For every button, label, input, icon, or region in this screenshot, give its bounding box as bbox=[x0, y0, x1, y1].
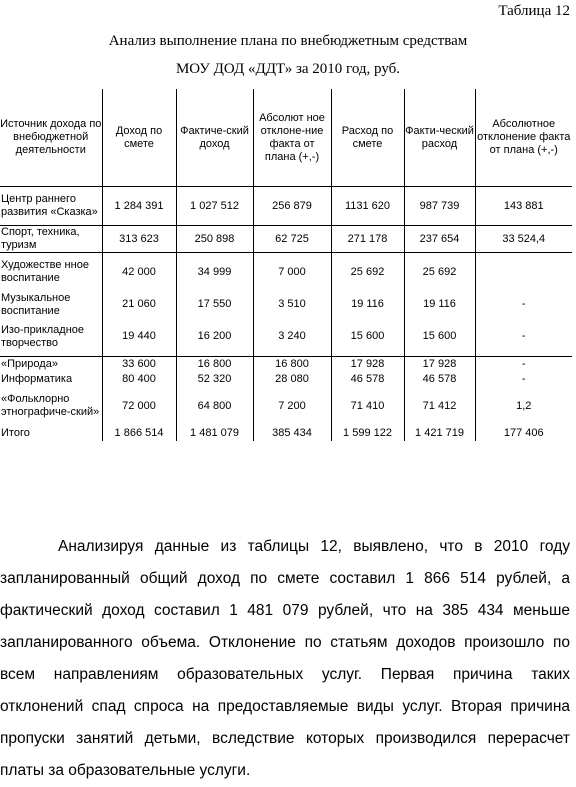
cell-dev-expense: 177 406 bbox=[475, 426, 572, 441]
cell-dev-expense: - bbox=[475, 292, 572, 318]
cell-plan-expense: 1131 620 bbox=[331, 187, 404, 226]
cell-dev-income: 7 200 bbox=[253, 387, 331, 426]
cell-fact-income: 16 800 bbox=[176, 357, 253, 372]
cell-plan-expense: 15 600 bbox=[331, 318, 404, 357]
cell-fact-expense: 17 928 bbox=[404, 357, 475, 372]
cell-dev-income: 7 000 bbox=[253, 253, 331, 292]
cell-plan-income: 21 060 bbox=[102, 292, 176, 318]
cell-source: Спорт, техника, туризм bbox=[0, 226, 102, 253]
cell-plan-income: 1 284 391 bbox=[102, 187, 176, 226]
cell-fact-expense: 25 692 bbox=[404, 253, 475, 292]
budget-table bbox=[0, 89, 572, 441]
cell-plan-income: 42 000 bbox=[102, 253, 176, 292]
cell-source: Музыкальное воспитание bbox=[1, 291, 71, 317]
header-dev-income: Абсолют ное отклоне-ние факта от плана (+,-) bbox=[253, 89, 331, 187]
cell-source: Художестве нное воспитание bbox=[0, 253, 102, 292]
cell-plan-income: 313 623 bbox=[102, 226, 176, 253]
cell-plan-expense: 71 410 bbox=[331, 387, 404, 426]
table-row bbox=[0, 226, 572, 253]
cell-source: «Фольклорно этнографиче-ский» bbox=[1, 393, 100, 418]
header-fact-income: Фактиче-ский доход bbox=[176, 89, 253, 187]
cell-fact-expense: 46 578 bbox=[404, 372, 475, 387]
cell-fact-expense: 987 739 bbox=[404, 187, 475, 226]
cell-plan-income: 72 000 bbox=[102, 387, 176, 426]
cell-plan-income: 80 400 bbox=[102, 372, 176, 387]
table-number: Таблица 12 bbox=[498, 3, 570, 19]
cell-dev-expense: 143 881 bbox=[475, 187, 572, 226]
cell-fact-expense: 1 421 719 bbox=[404, 426, 475, 441]
table-row bbox=[0, 253, 572, 292]
cell-dev-income: 3 240 bbox=[253, 318, 331, 357]
cell-fact-income: 52 320 bbox=[176, 372, 253, 387]
cell-fact-income: 16 200 bbox=[176, 318, 253, 357]
cell-dev-expense: - bbox=[475, 372, 572, 387]
table-row bbox=[0, 372, 572, 387]
cell-dev-expense: - bbox=[475, 318, 572, 357]
cell-dev-expense: 1,2 bbox=[475, 387, 572, 426]
cell-dev-income: 3 510 bbox=[253, 292, 331, 318]
cell-fact-income: 1 027 512 bbox=[176, 187, 253, 226]
cell-dev-income: 385 434 bbox=[253, 426, 331, 441]
header-dev-expense: Абсолютное отклонение факта от плана (+,-) bbox=[475, 89, 572, 187]
cell-dev-expense: 33 524,4 bbox=[475, 226, 572, 253]
table-title: Анализ выполнение плана по внебюджетным средствам bbox=[108, 33, 468, 49]
cell-dev-income: 256 879 bbox=[253, 187, 331, 226]
cell-fact-expense: 71 412 bbox=[404, 387, 475, 426]
cell-source: «Природа» bbox=[0, 357, 102, 372]
cell-dev-income: 62 725 bbox=[253, 226, 331, 253]
cell-dev-income: 16 800 bbox=[253, 357, 331, 372]
cell-dev-expense bbox=[475, 253, 572, 292]
cell-plan-income: 1 866 514 bbox=[102, 426, 176, 441]
cell-plan-expense: 25 692 bbox=[331, 253, 404, 292]
cell-fact-income: 250 898 bbox=[176, 226, 253, 253]
cell-fact-income: 64 800 bbox=[176, 387, 253, 426]
cell-fact-income: 17 550 bbox=[176, 292, 253, 318]
cell-source: Итого bbox=[1, 426, 30, 439]
table-row bbox=[0, 187, 572, 226]
cell-plan-income: 33 600 bbox=[102, 357, 176, 372]
cell-dev-income: 28 080 bbox=[253, 372, 331, 387]
cell-plan-expense: 271 178 bbox=[331, 226, 404, 253]
cell-plan-expense: 46 578 bbox=[331, 372, 404, 387]
cell-source: Центр раннего развития «Сказка» bbox=[1, 193, 98, 218]
header-plan-income: Доход по смете bbox=[102, 89, 176, 187]
cell-fact-expense: 15 600 bbox=[404, 318, 475, 357]
cell-source: Изо-прикладное творчество bbox=[1, 323, 85, 349]
table-subtitle: МОУ ДОД «ДДТ» за 2010 год, руб. bbox=[175, 61, 401, 77]
cell-plan-expense: 1 599 122 bbox=[331, 426, 404, 441]
table-header-row bbox=[0, 89, 572, 187]
cell-fact-income: 1 481 079 bbox=[176, 426, 253, 441]
header-source: Источник дохода по внебюджетной деятельности bbox=[0, 89, 102, 187]
analysis-paragraph: Анализируя данные из таблицы 12, выявлено, что в 2010 году запланированный общий доход по смете составил 1 866 514 рублей, а фактический доход составил 1 481 079 рублей, что на 385 434 меньше запланированного объема. Отклонение по статьям доходов произошло по всем направлениям образовательных услуг. Первая причина таких отклонений спад спроса на предоставляемые виды услуг. Вторая причина пропуски занятий детьми, вследствие которых производился перерасчет платы за образовательные услуги. bbox=[0, 538, 570, 779]
cell-fact-income: 34 999 bbox=[176, 253, 253, 292]
cell-plan-expense: 19 116 bbox=[331, 292, 404, 318]
cell-fact-expense: 237 654 bbox=[404, 226, 475, 253]
cell-plan-expense: 17 928 bbox=[331, 357, 404, 372]
header-plan-expense: Расход по смете bbox=[331, 89, 404, 187]
table-row bbox=[0, 318, 572, 357]
table-row-total bbox=[0, 426, 572, 441]
table-row bbox=[0, 292, 572, 318]
cell-fact-expense: 19 116 bbox=[404, 292, 475, 318]
cell-source: Информатика bbox=[1, 372, 73, 385]
table-row bbox=[0, 357, 572, 372]
header-fact-expense: Факти-ческий расход bbox=[404, 89, 475, 187]
cell-plan-income: 19 440 bbox=[102, 318, 176, 357]
cell-dev-expense: - bbox=[475, 357, 572, 372]
table-row bbox=[0, 387, 572, 426]
